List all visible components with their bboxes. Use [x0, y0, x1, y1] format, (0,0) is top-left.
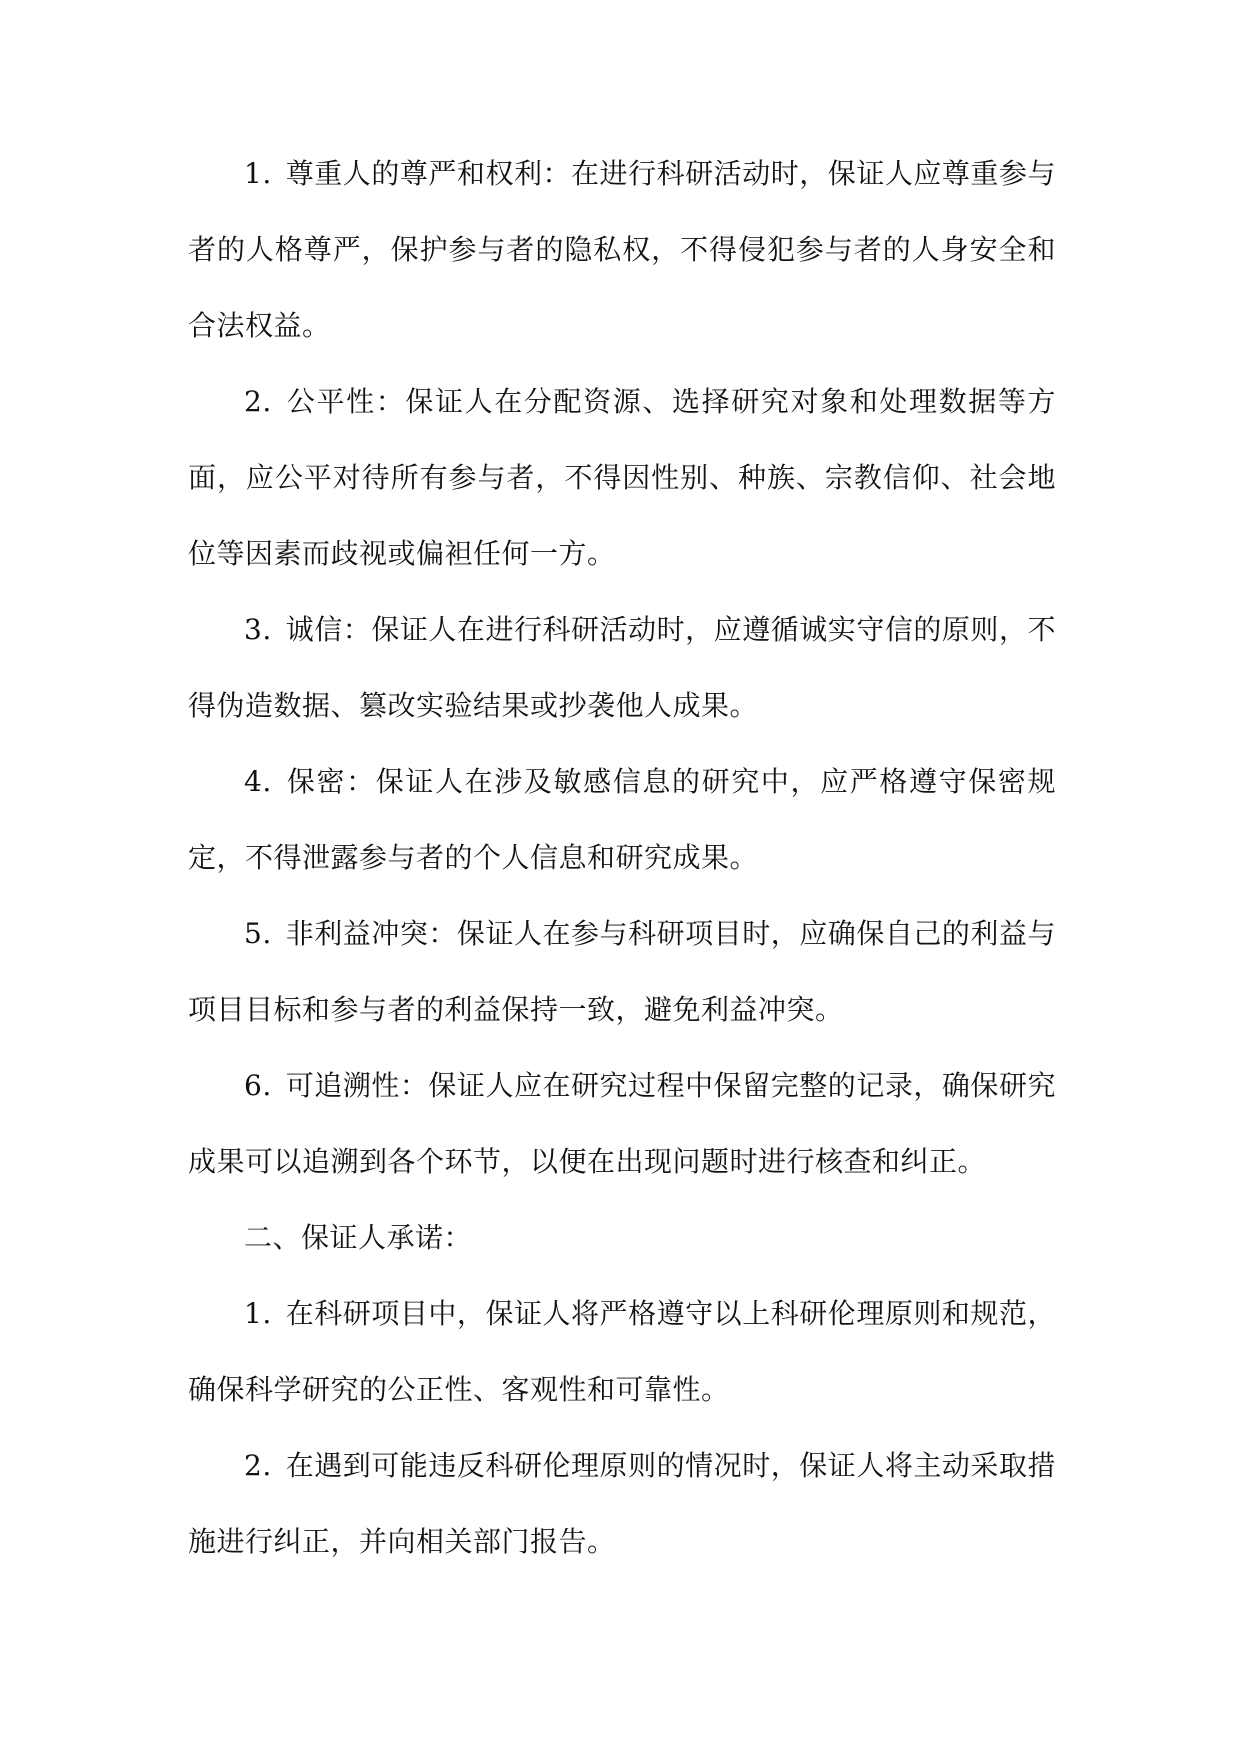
item-number: 1.: [244, 157, 272, 190]
item-text: 诚信：保证人在进行科研活动时，应遵循诚实守信的原则，不得伪造数据、篡改实验结果或抄袭他人成果。: [188, 613, 1056, 722]
item-number: 2.: [244, 385, 272, 418]
document-body: [188, 136, 1056, 1580]
item-number: 5.: [244, 917, 272, 950]
item-text: 在遇到可能违反科研伦理原则的情况时，保证人将主动采取措施进行纠正，并向相关部门报告。: [188, 1449, 1056, 1558]
item-number: 6.: [244, 1069, 272, 1102]
section-heading-commitment: [188, 1200, 1056, 1276]
commitment-1: [188, 1276, 1056, 1428]
principle-respect: [188, 136, 1056, 364]
principle-traceability: [188, 1048, 1056, 1200]
item-number: 3.: [244, 613, 272, 646]
principle-fairness: [188, 364, 1056, 592]
principle-confidentiality: [188, 744, 1056, 896]
section-heading-text: 二、保证人承诺：: [244, 1221, 473, 1254]
principle-integrity: [188, 592, 1056, 744]
item-text: 非利益冲突：保证人在参与科研项目时，应确保自己的利益与项目目标和参与者的利益保持一致，避免利益冲突。: [188, 917, 1056, 1026]
item-text: 可追溯性：保证人应在研究过程中保留完整的记录，确保研究成果可以追溯到各个环节，以便在出现问题时进行核查和纠正。: [188, 1069, 1056, 1178]
item-text: 保密：保证人在涉及敏感信息的研究中，应严格遵守保密规定，不得泄露参与者的个人信息和研究成果。: [188, 765, 1056, 874]
item-number: 2.: [244, 1449, 272, 1482]
item-number: 4.: [244, 765, 272, 798]
item-number: 1.: [244, 1297, 272, 1330]
commitment-2: [188, 1428, 1056, 1580]
item-text: 尊重人的尊严和权利：在进行科研活动时，保证人应尊重参与者的人格尊严，保护参与者的隐私权，不得侵犯参与者的人身安全和合法权益。: [188, 157, 1056, 342]
principle-no-conflict: [188, 896, 1056, 1048]
item-text: 公平性：保证人在分配资源、选择研究对象和处理数据等方面，应公平对待所有参与者，不得因性别、种族、宗教信仰、社会地位等因素而歧视或偏袒任何一方。: [188, 385, 1056, 570]
item-text: 在科研项目中，保证人将严格遵守以上科研伦理原则和规范，确保科学研究的公正性、客观性和可靠性。: [188, 1297, 1056, 1406]
